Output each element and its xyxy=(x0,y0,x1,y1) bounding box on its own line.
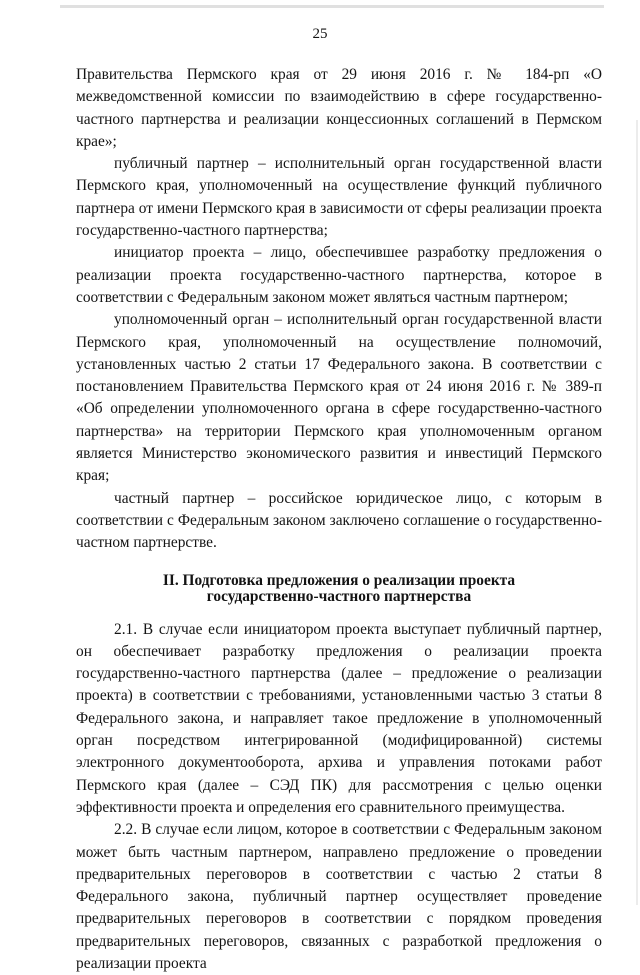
paragraph-private-partner: частный партнер – российское юридическое лицо, с которым в соответствии с Федеральным законом заключено соглашение о государственно-частном партнерстве. xyxy=(76,489,602,552)
paragraph-continuation: Правительства Пермского края от 29 июня 2016 г. № 184-рп «О межведомственной комиссии по взаимодействию в сфере государственно-частного партнерства и реализации концессионных соглашений в Пермском крае»; xyxy=(76,66,602,150)
scan-edge-right xyxy=(636,120,638,905)
page-number: 25 xyxy=(312,26,328,42)
paragraph-2-1: 2.1. В случае если инициатором проекта выступает публичный партнер, он обеспечивает разработку предложения о реализации проекта государственно-частного партнерства (далее – предложение о реализации проекта) в соответствии с требованиями, установленными частью 3 статьи 8 Федерального закона, и направляет такое предложение в уполномоченный орган посредством интегрированной (модифицированной) системы электронного документооборота, архива и управления потоками работ Пермского края (далее – СЭД ПК) для рассмотрения с целью оценки эффективности проекта и определения его сравнительного преимущества. xyxy=(76,620,602,816)
section-title-line2: государственно-частного партнерства xyxy=(206,587,472,605)
paragraph-initiator: инициатор проекта – лицо, обеспечившее разработку предложения о реализации проекта государственно-частного партнерства, которое в соответствии с Федеральным законом может являться частным партнером; xyxy=(76,244,602,306)
scan-edge-top xyxy=(60,5,604,8)
section-title-line1: II. Подготовка предложения о реализации проекта xyxy=(162,571,516,589)
paragraph-authorized-body: уполномоченный орган – исполнительный орган государственной власти Пермского края, уполномоченный на осуществление полномочий, установленных частью 2 статьи 17 Федерального закона. В соответствии с постановлением Правительства Пермского края от 24 июня 2016 г. № 389-п «Об определении уполномоченного органа в сфере государственно-частного партнерства» на территории Пермского края уполномоченным органом является Министерство экономического развития и инвестиций Пермского края; xyxy=(76,311,602,485)
document-body xyxy=(76,64,602,975)
paragraph-2-2: 2.2. В случае если лицом, которое в соответствии с Федеральным законом может быть частным партнером, направлено предложение о проведении предварительных переговоров в соответствии с частью 2 статьи 8 Федерального закона, публичный партнер осуществляет проведение предварительных переговоров в соответствии с порядком проведения предварительных переговоров, связанных с разработкой предложения о реализации проекта xyxy=(76,821,602,972)
section-title xyxy=(76,573,602,605)
paragraph-public-partner: публичный партнер – исполнительный орган государственной власти Пермского края, уполномоченный на осуществление функций публичного партнера от имени Пермского края в зависимости от сферы реализации проекта государственно-частного партнерства; xyxy=(76,155,602,240)
